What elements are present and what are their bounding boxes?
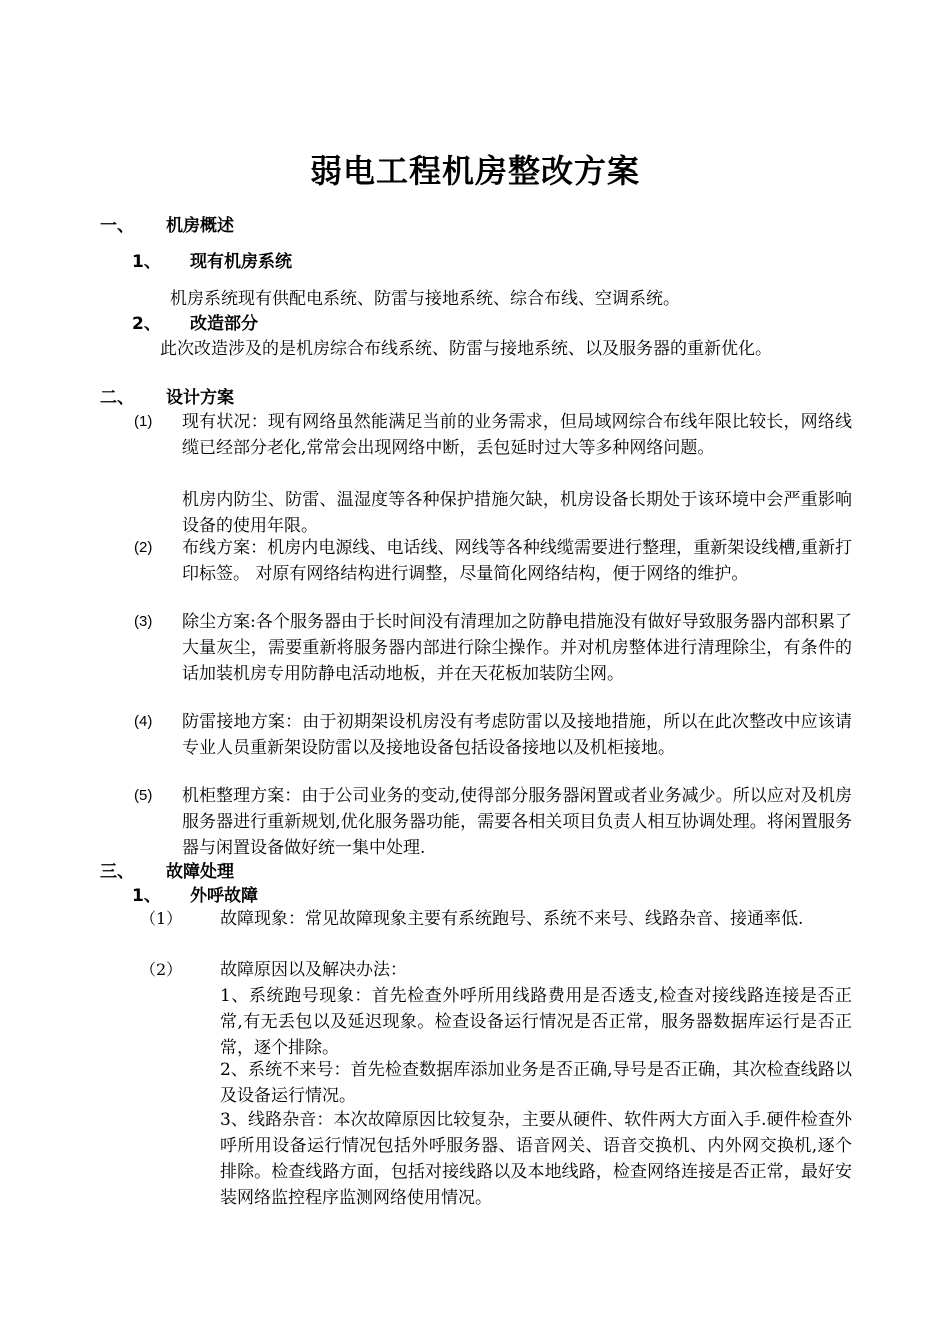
section-number: 二、 xyxy=(100,388,134,408)
paragraph: 机房系统现有供配电系统、防雷与接地系统、综合布线、空调系统。 xyxy=(170,289,680,309)
paragraph: 防雷接地方案：由于初期架设机房没有考虑防雷以及接地措施，所以在此次整改中应该请专业人员重新架设防雷以及接地设备包括设备接地以及机柜接地。 xyxy=(182,712,852,758)
paragraph: 故障原因以及解决办法： xyxy=(220,960,407,980)
item-number: (1) xyxy=(134,413,153,430)
paragraph: 3、线路杂音：本次故障原因比较复杂，主要从硬件、软件两大方面入手.硬件检查外呼所用设备运行情况包括外呼服务器、语音网关、语音交换机、内外网交换机,逐个排除。检查线路方面，包括对接线路以及本地线路，检查网络连接是否正常，最好安装网络监控程序监测网络使用情况。 xyxy=(220,1110,852,1208)
paragraph: 机房内防尘、防雷、温湿度等各种保护措施欠缺，机房设备长期处于该环境中会严重影响设备的使用年限。 xyxy=(182,490,852,536)
section-heading xyxy=(100,214,400,238)
paragraph: 1、系统跑号现象：首先检查外呼所用线路费用是否透支,检查对接线路连接是否正常,有无丢包以及延迟现象。检查设备运行情况是否正常，服务器数据库运行是否正常，逐个排除。 xyxy=(220,986,852,1058)
paragraph: 机柜整理方案：由于公司业务的变动,使得部分服务器闲置或者业务减少。所以应对及机房服务器进行重新规划,优化服务器功能，需要各相关项目负责人相互协调处理。将闲置服务器与闲置设备做好统一集中处理. xyxy=(182,786,852,858)
paragraph: 此次改造涉及的是机房综合布线系统、防雷与接地系统、以及服务器的重新优化。 xyxy=(160,339,772,359)
paragraph: 布线方案：机房内电源线、电话线、网线等各种线缆需要进行整理，重新架设线槽,重新打印标签。 对原有网络结构进行调整，尽量简化网络结构，便于网络的维护。 xyxy=(182,538,852,584)
paragraph: 故障现象：常见故障现象主要有系统跑号、系统不来号、线路杂音、接通率低. xyxy=(220,909,804,929)
section-title: 故障处理 xyxy=(166,862,234,882)
item-number: （2） xyxy=(140,960,183,979)
item-number: （1） xyxy=(140,909,183,928)
item-number: (5) xyxy=(134,787,153,804)
subsection-heading xyxy=(132,250,432,274)
paragraph: 现有状况：现有网络虽然能满足当前的业务需求，但局域网综合布线年限比较长，网络线缆已经部分老化,常常会出现网络中断，丢包延时过大等多种网络问题。 xyxy=(182,412,852,458)
item-number: (3) xyxy=(134,613,153,630)
item-number: (4) xyxy=(134,713,153,730)
section-number: 三、 xyxy=(100,862,134,882)
subsection-number: 1、 xyxy=(132,252,161,272)
subsection-number: 1、 xyxy=(132,886,161,906)
section-number: 一、 xyxy=(100,216,134,236)
section-heading xyxy=(100,386,400,410)
section-heading xyxy=(100,860,400,884)
subsection-number: 2、 xyxy=(132,314,161,334)
paragraph: 除尘方案:各个服务器由于长时间没有清理加之防静电措施没有做好导致服务器内部积累了大量灰尘，需要重新将服务器内部进行除尘操作。并对机房整体进行清理除尘，有条件的话加装机房专用防静电活动地板，并在天花板加装防尘网。 xyxy=(182,612,852,684)
subsection-title: 现有机房系统 xyxy=(190,252,292,272)
subsection-heading xyxy=(132,312,432,336)
subsection-heading xyxy=(132,884,432,908)
section-title: 机房概述 xyxy=(166,216,234,236)
section-title: 设计方案 xyxy=(166,388,234,408)
subsection-title: 外呼故障 xyxy=(190,886,258,906)
paragraph: 2、系统不来号：首先检查数据库添加业务是否正确,导号是否正确，其次检查线路以及设备运行情况。 xyxy=(220,1060,852,1106)
item-number: (2) xyxy=(134,539,153,556)
subsection-title: 改造部分 xyxy=(190,314,258,334)
document-title: 弱电工程机房整改方案 xyxy=(309,152,640,190)
